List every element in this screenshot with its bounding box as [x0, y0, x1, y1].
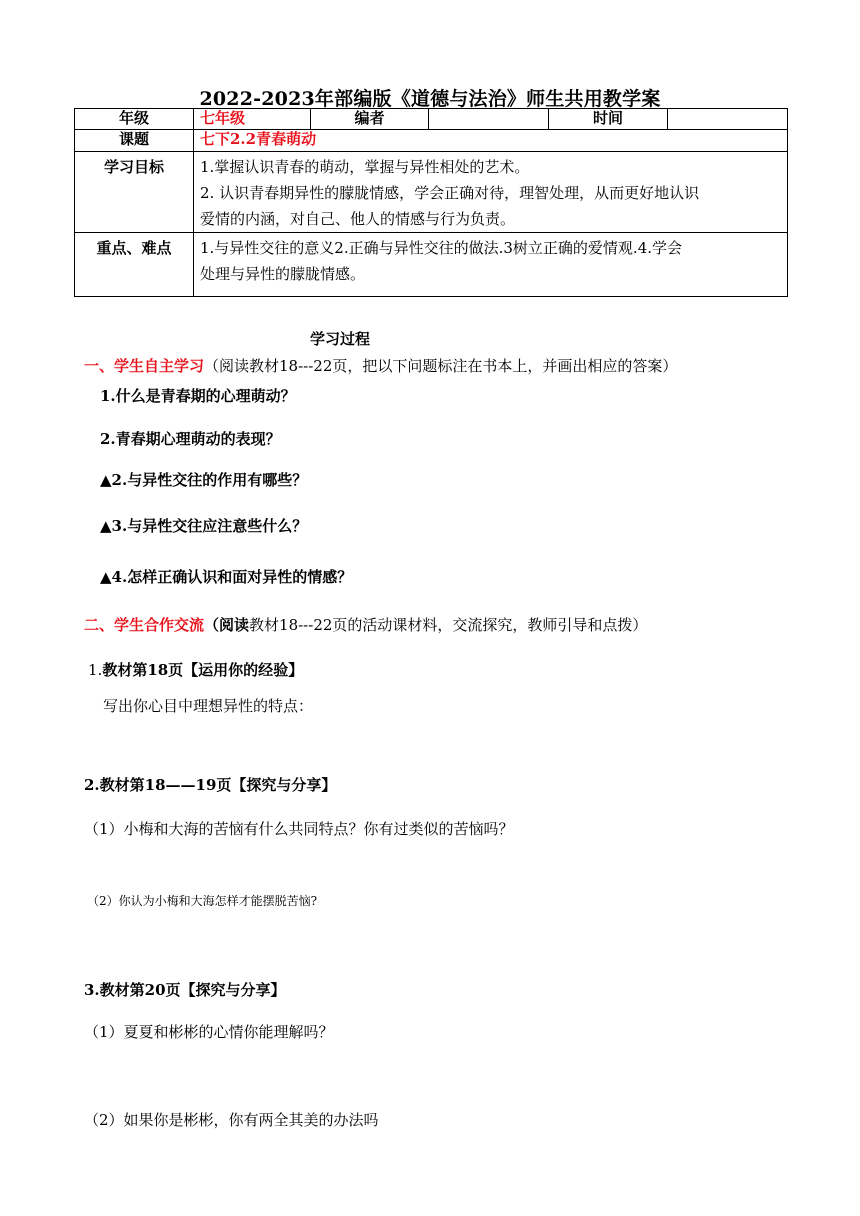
time-value [668, 109, 788, 130]
section2-note-bold: （阅读 [204, 616, 250, 634]
key-points-line: 1.与异性交往的意义2.正确与异性交往的做法.3树立正确的爱情观.4.学会 [200, 239, 683, 257]
key-points-label: 重点、难点 [75, 233, 194, 297]
table-row [75, 130, 788, 152]
goals-line: 爱情的内涵，对自己、他人的情感与行为负责。 [200, 210, 516, 228]
section1-heading: 一、学生自主学习 [84, 357, 205, 375]
question-4: ▲3.与异性交往应注意些什么？ [100, 517, 308, 535]
info-table [74, 108, 788, 297]
section1-header [84, 355, 677, 376]
grade-label: 年级 [75, 109, 194, 130]
key-points-cell [194, 233, 788, 297]
question-3: ▲2.与异性交往的作用有哪些？ [100, 471, 308, 489]
question-2: 2.青春期心理萌动的表现？ [100, 430, 281, 448]
process-heading: 学习过程 [309, 330, 370, 348]
key-points-line: 处理与异性的朦胧情感。 [200, 265, 366, 283]
document-title: 2022-2023年部编版《道德与法治》师生共用教学案 [199, 88, 661, 110]
goals-label: 学习目标 [75, 152, 194, 233]
goals-line: 2. 认识青春期异性的朦胧情感，学会正确对待，理智处理，从而更好地认识 [200, 184, 700, 202]
editor-value [429, 109, 549, 130]
section1-note: （阅读教材18---22页，把以下问题标注在书本上，并画出相应的答案） [204, 357, 678, 375]
item1-text: 教材第18页【运用你的经验】 [102, 661, 304, 679]
section2-note: 教材18---22页的活动课材料，交流探究，教师引导和点拨） [249, 616, 648, 634]
section2-heading: 二、学生合作交流 [84, 616, 205, 634]
topic-label: 课题 [75, 130, 194, 152]
item3-question-1: （1）夏夏和彬彬的心情你能理解吗？ [84, 1023, 334, 1041]
grade-value: 七年级 [194, 109, 311, 130]
item2-title: 2.教材第18——19页【探究与分享】 [84, 776, 337, 794]
item2-question-1: （1）小梅和大海的苦恼有什么共同特点？你有过类似的苦恼吗？ [84, 820, 514, 838]
table-row [75, 233, 788, 297]
item2-question-2: （2）你认为小梅和大海怎样才能摆脱苦恼? [87, 894, 318, 908]
editor-label: 编者 [311, 109, 429, 130]
goals-line: 1.掌握认识青春的萌动，掌握与异性相处的艺术。 [200, 158, 530, 176]
topic-value: 七下2.2青春萌动 [194, 130, 788, 152]
time-label: 时间 [549, 109, 668, 130]
item1-number: 1. [88, 661, 103, 679]
section2-header [84, 614, 647, 635]
item3-question-2: （2）如果你是彬彬，你有两全其美的办法吗 [84, 1111, 379, 1129]
question-5: ▲4.怎样正确认识和面对异性的情感？ [100, 568, 353, 586]
item1-subtext: 写出你心目中理想异性的特点： [103, 697, 314, 715]
item1-title [88, 659, 303, 680]
goals-cell [194, 152, 788, 233]
question-1: 1.什么是青春期的心理萌动？ [100, 387, 296, 405]
item3-title: 3.教材第20页【探究与分享】 [84, 981, 286, 999]
table-row [75, 152, 788, 233]
table-row [75, 109, 788, 130]
